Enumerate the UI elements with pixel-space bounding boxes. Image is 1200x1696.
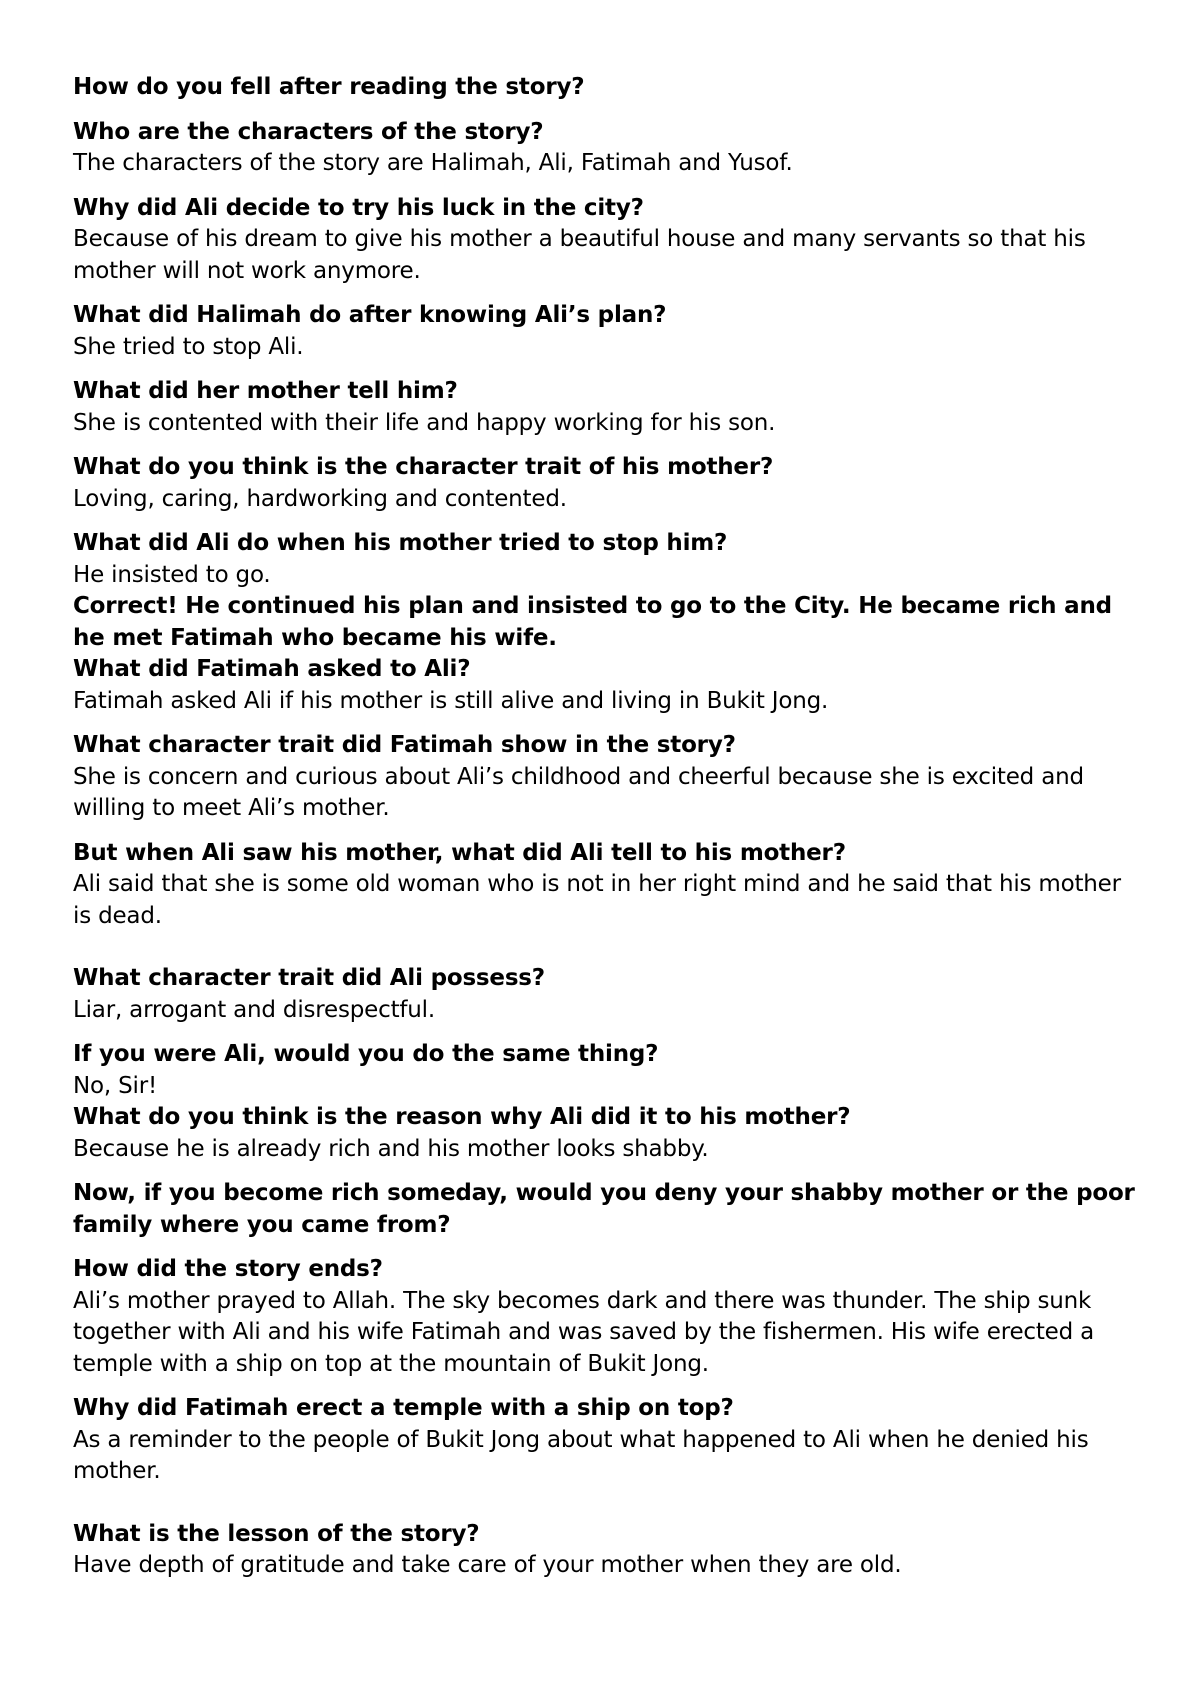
qa-block-characters: [73, 117, 1135, 180]
question-city: Why did Ali decide to try his luck in the city?: [73, 194, 644, 221]
answer-ali-insist: He insisted to go.: [73, 561, 271, 588]
answer-fatimah-trait: She is concern and curious about Ali’s childhood and cheerful because she is excited and willing to meet Ali’s mother.: [73, 763, 1084, 821]
answer-ali-trait: Liar, arrogant and disrespectful.: [73, 996, 435, 1023]
answer-lesson: Have depth of gratitude and take care of your mother when they are old.: [73, 1552, 902, 1578]
note-ali-insist: Correct! He continued his plan and insisted to go to the City. He became rich and he met Fatimah who became his wife.: [73, 593, 1112, 651]
answer-fatimah-asked: Fatimah asked Ali if his mother is still alive and living in Bukit Jong.: [73, 687, 829, 714]
answer-story-ends: Ali’s mother prayed to Allah. The sky becomes dark and there was thunder. The ship sunk together with Ali and his wife Fatimah and was saved by the fishermen. His wife erected a temple with a ship on top at the mountain of Bukit Jong.: [73, 1287, 1095, 1377]
qa-block-mother-tell: [73, 376, 1135, 439]
document-page: [73, 72, 1135, 1582]
question-story-ends: How did the story ends?: [73, 1256, 383, 1282]
qa-block-city: [73, 193, 1135, 288]
question-ali-trait: What character trait did Ali possess?: [73, 965, 545, 991]
qa-block-fatimah-trait: [73, 730, 1135, 825]
answer-ali-tell: Ali said that she is some old woman who is not in her right mind and he said that his mother is dead.: [73, 871, 1121, 929]
question-lesson: What is the lesson of the story?: [73, 1520, 480, 1547]
question-halimah-plan: What did Halimah do after knowing Ali’s plan?: [73, 302, 667, 328]
question-reason: What do you think is the reason why Ali did it to his mother?: [73, 1104, 851, 1130]
answer-same-thing: No, Sir!: [73, 1072, 157, 1099]
answer-reason: Because he is already rich and his mother looks shabby.: [73, 1135, 709, 1162]
question-mother-tell: What did her mother tell him?: [73, 378, 458, 404]
answer-halimah-plan: She tried to stop Ali.: [73, 333, 304, 360]
question-feelings: How do you fell after reading the story?: [73, 74, 585, 100]
question-temple: Why did Fatimah erect a temple with a ship on top?: [73, 1395, 734, 1421]
qa-block-ali-insist: [73, 528, 1135, 717]
answer-city: Because of his dream to give his mother a beautiful house and many servants so that his mother will not work anymore.: [73, 226, 1086, 284]
question-fatimah-asked: What did Fatimah asked to Ali?: [73, 656, 471, 682]
question-characters: Who are the characters of the story?: [73, 118, 544, 145]
qa-block-feelings: [73, 72, 1135, 104]
qa-block-halimah-plan: [73, 300, 1135, 363]
question-ali-tell: But when Ali saw his mother, what did Ali tell to his mother?: [73, 839, 846, 866]
qa-block-ali-trait: [73, 963, 1135, 1026]
question-fatimah-trait: What character trait did Fatimah show in the story?: [73, 732, 736, 758]
answer-mother-tell: She is contented with their life and happy working for his son.: [73, 409, 776, 436]
question-rich-someday: Now, if you become rich someday, would you deny your shabby mother or the poor family where you came from?: [73, 1180, 1135, 1238]
question-mother-trait: What do you think is the character trait of his mother?: [73, 454, 774, 480]
qa-block-mother-trait: [73, 452, 1135, 515]
qa-block-story-ends: [73, 1254, 1135, 1380]
question-ali-insist: What did Ali do when his mother tried to stop him?: [73, 530, 728, 556]
answer-characters: The characters of the story are Halimah, Ali, Fatimah and Yusof.: [73, 150, 793, 176]
question-same-thing: If you were Ali, would you do the same thing?: [73, 1041, 659, 1067]
qa-block-rich-someday: [73, 1178, 1135, 1241]
answer-mother-trait: Loving, caring, hardworking and contented.: [73, 485, 567, 512]
qa-block-same-thing: [73, 1039, 1135, 1165]
answer-temple: As a reminder to the people of Bukit Jong about what happened to Ali when he denied his mother.: [73, 1426, 1089, 1484]
qa-block-temple: [73, 1393, 1135, 1488]
qa-block-lesson: [73, 1519, 1135, 1582]
qa-block-ali-tell: [73, 838, 1135, 933]
